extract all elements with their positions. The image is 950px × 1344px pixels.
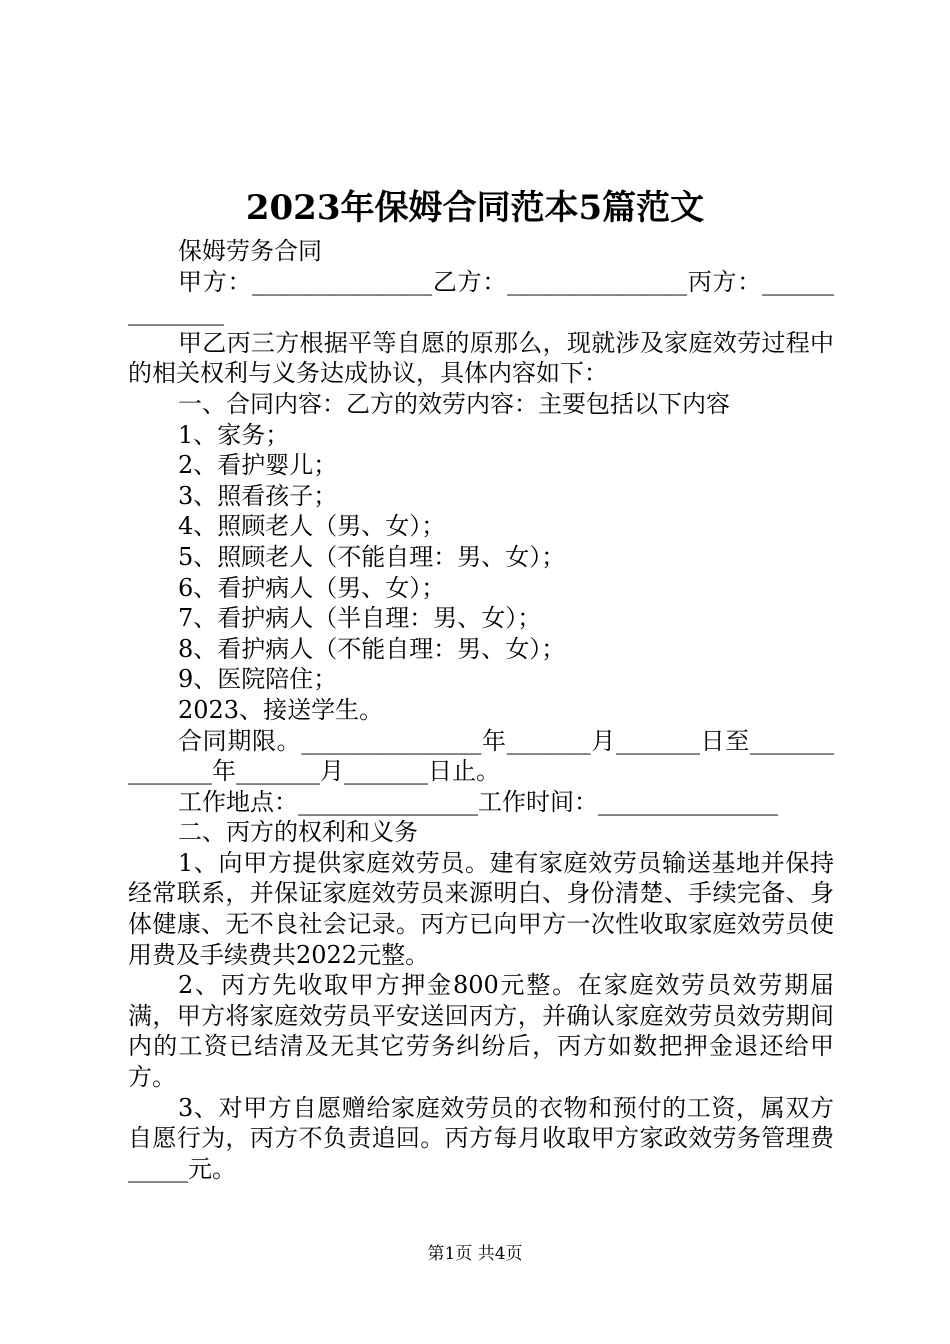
page-footer: 第1页 共4页: [427, 1244, 523, 1264]
paragraph-section-2-heading: 二、丙方的权利和义务: [178, 818, 418, 847]
list-item-1: 1、家务；: [178, 420, 290, 449]
document-body: [128, 236, 834, 1184]
list-item-7: 7、看护病人（半自理：男、女）；: [178, 604, 542, 633]
list-item-10: 2023、接送学生。: [178, 695, 384, 724]
list-item-6: 6、看护病人（男、女）；: [178, 573, 446, 602]
list-item-3: 3、照看孩子；: [178, 481, 338, 510]
paragraph-contract-name: 保姆劳务合同: [178, 237, 322, 265]
paragraph-clause-3: 3、对甲方自愿赠给家庭效劳员的衣物和预付的工资，属双方自愿行为，丙方不负责追回。丙方每月收取甲方家政效劳务管理费_____元。: [128, 1093, 834, 1183]
list-item-4: 4、照顾老人（男、女）；: [178, 512, 446, 541]
paragraph-intro: 甲乙丙三方根据平等自愿的原那么，现就涉及家庭效劳过程中的相关权利与义务达成协议，具体内容如下：: [128, 328, 834, 388]
list-item-2: 2、看护婴儿；: [178, 451, 338, 480]
document-title: 2023年保姆合同范本5篇范文: [245, 188, 705, 228]
paragraph-clause-1: 1、向甲方提供家庭效劳员。建有家庭效劳员输送基地并保持经常联系，并保证家庭效劳员来源明白、身份清楚、手续完备、身体健康、无不良社会记录。丙方已向甲方一次性收取家庭效劳员使用费及手续费共2022元整。: [128, 848, 834, 969]
paragraph-work-place-time: 工作地点：_______________工作时间：_______________: [178, 787, 778, 816]
paragraph-parties: 甲方：_______________乙方：_______________丙方：______________: [128, 267, 834, 327]
paragraph-contract-term: 合同期限。_______________年_______月_______日至______________年_______月_______日止。: [128, 726, 834, 786]
paragraph-clause-2: 2、丙方先收取甲方押金800元整。在家庭效劳员效劳期届满，甲方将家庭效劳员平安送回丙方，并确认家庭效劳员效劳期间内的工资已结清及无其它劳务纠纷后，丙方如数把押金退还给甲方。: [128, 971, 834, 1092]
list-item-9: 9、医院陪住；: [178, 665, 338, 694]
list-item-5: 5、照顾老人（不能自理：男、女）；: [178, 542, 566, 571]
paragraph-section-1-heading: 一、合同内容：乙方的效劳内容：主要包括以下内容: [178, 389, 730, 418]
list-item-8: 8、看护病人（不能自理：男、女）；: [178, 634, 566, 663]
